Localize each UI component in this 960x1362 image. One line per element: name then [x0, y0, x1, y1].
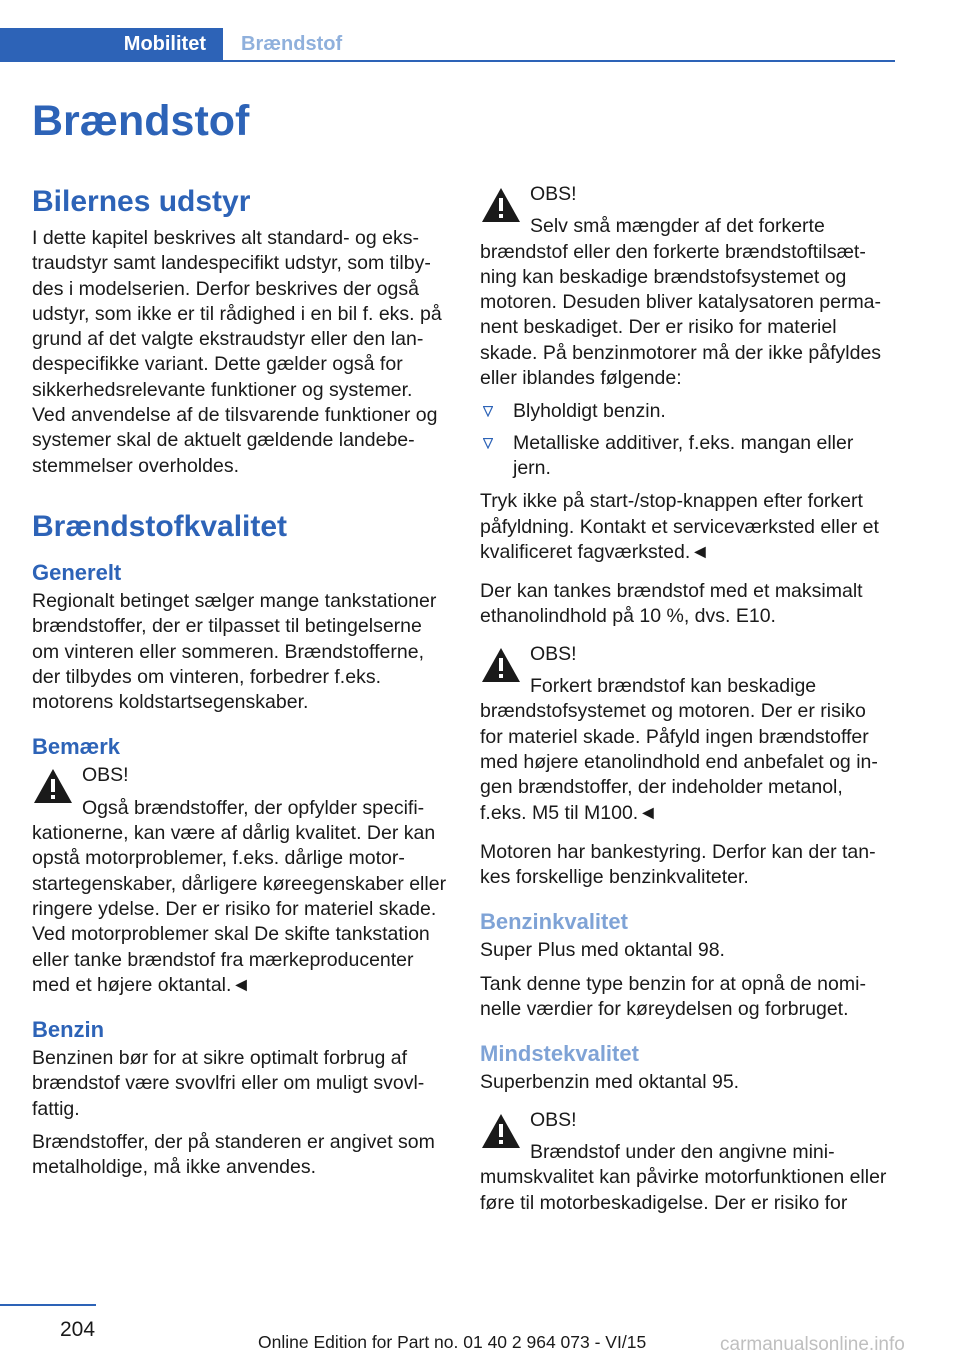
list-item-text: Metalliske additiver, f.eks. mangan eller jern.	[513, 431, 854, 479]
paragraph-nominelle: Tank denne type benzin for at opnå de nominelle værdier for køreydelsen og forbruget.	[480, 972, 866, 1021]
triangle-bullet-icon	[483, 438, 493, 449]
warning-block	[480, 182, 892, 391]
warning-title: OBS!	[530, 1108, 577, 1131]
paragraph-udstyr: I dette kapitel beskrives alt standard- og ekstraudstyr samt landespecifikt udstyr, som tilbydes i modelserien. Derfor beskrives der også udstyr, som ikke er til rådighed i en bil f. eks. på grund af det valgte ekstraudstyr eller den landespecifikke variant. Dette gælder også for sikkerhedsrelevante funktioner og systemer. Ved anvendelse af de tilsvarende funktioner og systemer skal de aktuelt gældende landebestemmelser overholdes.	[32, 227, 442, 477]
paragraph-bankestyring: Motoren har bankestyring. Derfor kan der tankes forskellige benzinkvaliteter.	[480, 840, 876, 889]
bullet-list	[480, 399, 892, 481]
subheading-benzinkvalitet: Benzinkvalitet	[480, 909, 628, 935]
warning-text: Forkert brændstof kan beskadige brændstofsystemet og motoren. Der er risiko for materiel skade. Påfyld ingen brændstoffer med højere etanolindhold end anbefalet og ingen brændstoffer, der indeholder metanol, f.eks. M5 til M100.◄	[480, 675, 878, 824]
paragraph-generelt: Regionalt betinget sælger mange tankstationer brændstoffer, der er tilpasset til betingelserne om vinteren eller sommeren. Brændstofferne, der tilbydes om vinteren, forbedrer f.eks. motorens koldstartsegenskaber.	[32, 589, 437, 714]
warning-triangle-icon	[480, 186, 522, 224]
paragraph-super-plus: Super Plus med oktantal 98.	[480, 939, 725, 962]
list-item	[480, 399, 892, 424]
watermark: carmanualsonline.info	[720, 1334, 905, 1355]
page-title: Brændstof	[32, 97, 250, 145]
page-number: 204	[60, 1318, 96, 1341]
paragraph-benzin-1: Benzinen bør for at sikre optimalt forbrug af brændstof være svovlfri eller om muligt svovlfattig.	[32, 1047, 425, 1120]
paragraph-start-stop: Tryk ikke på start-/stop-knappen efter forkert påfyldning. Kontakt et serviceværksted eller et kvalificeret fagværksted.◄	[480, 490, 879, 563]
subheading-bemaerk: Bemærk	[32, 734, 121, 760]
warning-text: Selv små mængder af det forkerte brændstof eller den forkerte brændstoftilsætning kan beskadige brændstofsystemet og motoren. Desuden bliver katalysatoren permanent beskadiget. Der er risiko for materiel skade. På benzinmotorer må der ikke påfyldes eller iblandes følgende:	[480, 215, 882, 390]
header-tab-bar	[0, 28, 895, 62]
left-column	[32, 182, 450, 1189]
header-rule	[0, 60, 895, 62]
subheading-benzin: Benzin	[32, 1017, 105, 1043]
warning-title: OBS!	[82, 764, 129, 787]
edition-text: Online Edition for Part no. 01 40 2 964 073 - VI/15	[258, 1332, 647, 1352]
warning-text: Brændstof under den angivne minimumskvalitet kan påvirke motorfunktionen eller føre til motorbeskadigelse. Der er risiko for	[480, 1140, 887, 1214]
triangle-bullet-icon	[483, 406, 493, 417]
warning-block	[480, 1108, 892, 1216]
subheading-mindstekvalitet: Mindstekvalitet	[480, 1041, 639, 1067]
list-item	[480, 431, 892, 482]
section-heading-bilernes-udstyr: Bilernes udstyr	[32, 185, 251, 218]
warning-title: OBS!	[530, 642, 577, 665]
warning-triangle-icon	[480, 646, 522, 684]
right-column	[480, 182, 892, 1224]
warning-triangle-icon	[480, 1112, 522, 1150]
subheading-generelt: Generelt	[32, 559, 122, 585]
paragraph-ethanol: Der kan tankes brændstof med et maksimalt ethanolindhold på 10 %, dvs. E10.	[480, 580, 863, 628]
warning-block	[480, 642, 892, 826]
list-item-text: Blyholdigt benzin.	[513, 400, 666, 423]
tab-braendstof[interactable]: Brændstof	[241, 33, 343, 55]
paragraph-superbenzin: Superbenzin med oktantal 95.	[480, 1071, 740, 1094]
warning-block	[32, 763, 450, 998]
warning-title: OBS!	[530, 183, 577, 205]
warning-triangle-icon	[32, 767, 74, 805]
footer-rule	[0, 1304, 96, 1306]
warning-text: Også brændstoffer, der opfylder specifikationerne, kan være af dårlig kvalitet. Der kan opstå motorproblemer, f.eks. dårlige motorstartegenskaber, dårligere køreegenskaber eller ringere ydelse. Der er risiko for materiel skade. Ved motorproblemer skal De skifte tankstation eller tanke brændstof fra mærkeproducenter med et højere oktantal.◄	[32, 796, 447, 996]
paragraph-benzin-2: Brændstoffer, der på standeren er angivet som metalholdige, må ikke anvendes.	[32, 1131, 435, 1179]
tab-mobilitet[interactable]: Mobilitet	[0, 28, 223, 62]
section-heading-braendstofkvalitet: Brændstofkvalitet	[32, 509, 288, 543]
